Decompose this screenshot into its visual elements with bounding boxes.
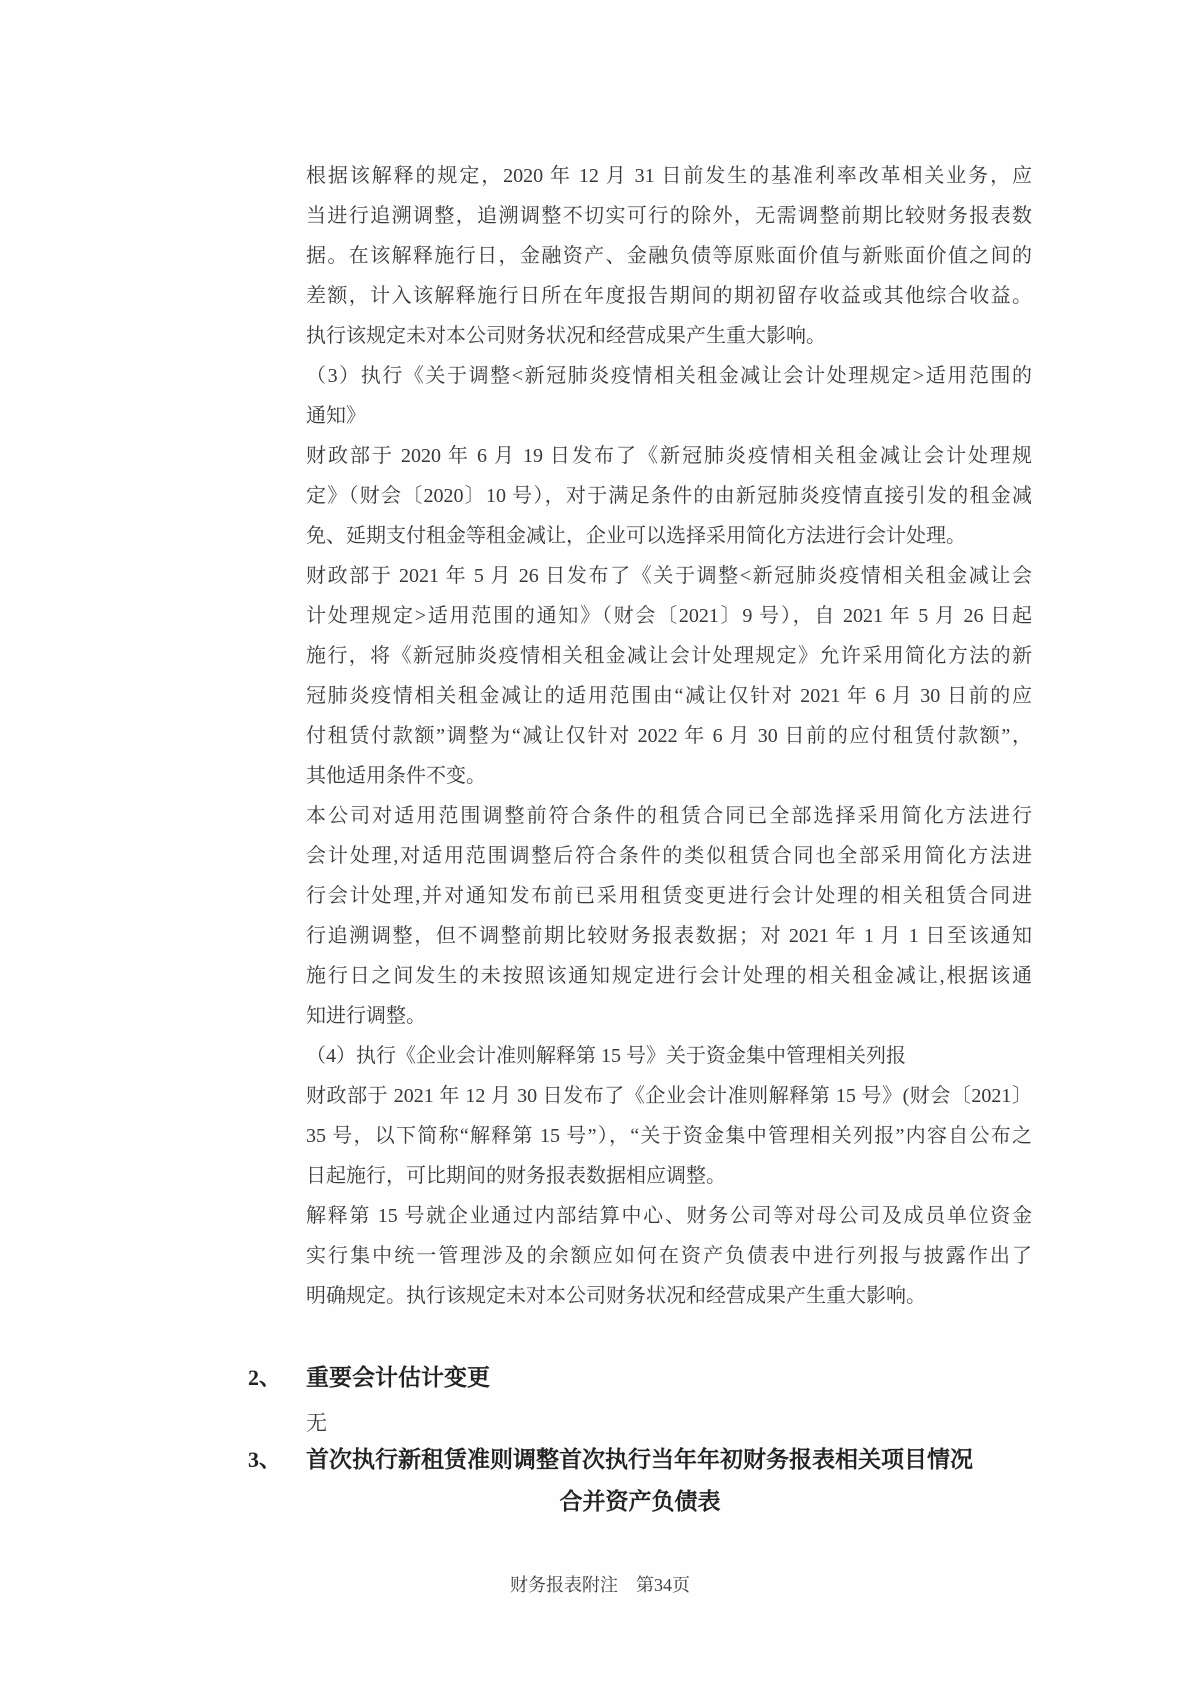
body-text-line: 免、延期支付租金等租金减让，企业可以选择采用简化方法进行会计处理。 (306, 525, 966, 547)
body-text-line: 差额，计入该解释施行日所在年度报告期间的期初留存收益或其他综合收益。 (306, 285, 1032, 307)
body-text-line: 实行集中统一管理涉及的余额应如何在资产负债表中进行列报与披露作出了 (306, 1245, 1032, 1267)
body-text-line: 行追溯调整，但不调整前期比较财务报表数据；对 2021 年 1 月 1 日至该通知 (306, 925, 1032, 947)
body-text-line: 施行日之间发生的未按照该通知规定进行会计处理的相关租金减让,根据该通 (306, 965, 1032, 987)
body-text-line: 财政部于 2020 年 6 月 19 日发布了《新冠肺炎疫情相关租金减让会计处理规 (306, 445, 1032, 467)
section-content-none: 无 (306, 1411, 327, 1435)
body-text-block (306, 156, 1032, 1316)
section-title: 重要会计估计变更 (306, 1365, 490, 1390)
body-text-line: 通知》 (306, 405, 366, 427)
body-text-line: 知进行调整。 (306, 1005, 426, 1027)
section-heading-3 (248, 1440, 1032, 1480)
body-text-line: 行会计处理,并对通知发布前已采用租赁变更进行会计处理的相关租赁合同进 (306, 885, 1032, 907)
page-footer: 财务报表附注 第34页 (510, 1575, 690, 1595)
section-number: 2、 (248, 1365, 282, 1390)
body-text-line: 本公司对适用范围调整前符合条件的租赁合同已全部选择采用简化方法进行 (306, 805, 1032, 827)
body-text-line: 35 号，以下简称“解释第 15 号”），“关于资金集中管理相关列报”内容自公布之 (306, 1125, 1032, 1147)
body-text-line: 计处理规定>适用范围的通知》（财会〔2021〕9 号），自 2021 年 5 月 26 日起 (306, 605, 1032, 627)
body-text-line: 施行，将《新冠肺炎疫情相关租金减让会计处理规定》允许采用简化方法的新 (306, 645, 1032, 667)
body-text-line: 日起施行，可比期间的财务报表数据相应调整。 (306, 1165, 726, 1187)
body-text-line: （3）执行《关于调整<新冠肺炎疫情相关租金减让会计处理规定>适用范围的 (306, 365, 1032, 387)
body-text-line: 付租赁付款额”调整为“减让仅针对 2022 年 6 月 30 日前的应付租赁付款额”， (306, 725, 1032, 747)
body-text-line: 冠肺炎疫情相关租金减让的适用范围由“减让仅针对 2021 年 6 月 30 日前的应 (306, 685, 1032, 707)
balance-sheet-title: 合并资产负债表 (559, 1489, 721, 1514)
section-title: 首次执行新租赁准则调整首次执行当年年初财务报表相关项目情况 (306, 1447, 973, 1472)
body-text-line: 当进行追溯调整，追溯调整不切实可行的除外，无需调整前期比较财务报表数 (306, 205, 1032, 227)
section-heading-2 (248, 1358, 1032, 1398)
section-number: 3、 (248, 1447, 282, 1472)
body-text-line: 执行该规定未对本公司财务状况和经营成果产生重大影响。 (306, 325, 826, 347)
body-text-line: 定》（财会〔2020〕10 号），对于满足条件的由新冠肺炎疫情直接引发的租金减 (306, 485, 1032, 507)
body-text-line: 据。在该解释施行日，金融资产、金融负债等原账面价值与新账面价值之间的 (306, 245, 1032, 267)
body-text-line: 会计处理,对适用范围调整后符合条件的类似租赁合同也全部采用简化方法进 (306, 845, 1032, 867)
body-text-line: 其他适用条件不变。 (306, 765, 486, 787)
body-text-line: 解释第 15 号就企业通过内部结算中心、财务公司等对母公司及成员单位资金 (306, 1205, 1032, 1227)
body-text-line: 明确规定。执行该规定未对本公司财务状况和经营成果产生重大影响。 (306, 1285, 926, 1307)
body-text-line: 根据该解释的规定，2020 年 12 月 31 日前发生的基准利率改革相关业务，应 (306, 165, 1032, 187)
body-text-line: 财政部于 2021 年 12 月 30 日发布了《企业会计准则解释第 15 号》(财会〔2021〕 (306, 1085, 1032, 1107)
body-text-line: 财政部于 2021 年 5 月 26 日发布了《关于调整<新冠肺炎疫情相关租金减让会 (306, 565, 1032, 587)
body-text-line: （4）执行《企业会计准则解释第 15 号》关于资金集中管理相关列报 (306, 1045, 906, 1067)
